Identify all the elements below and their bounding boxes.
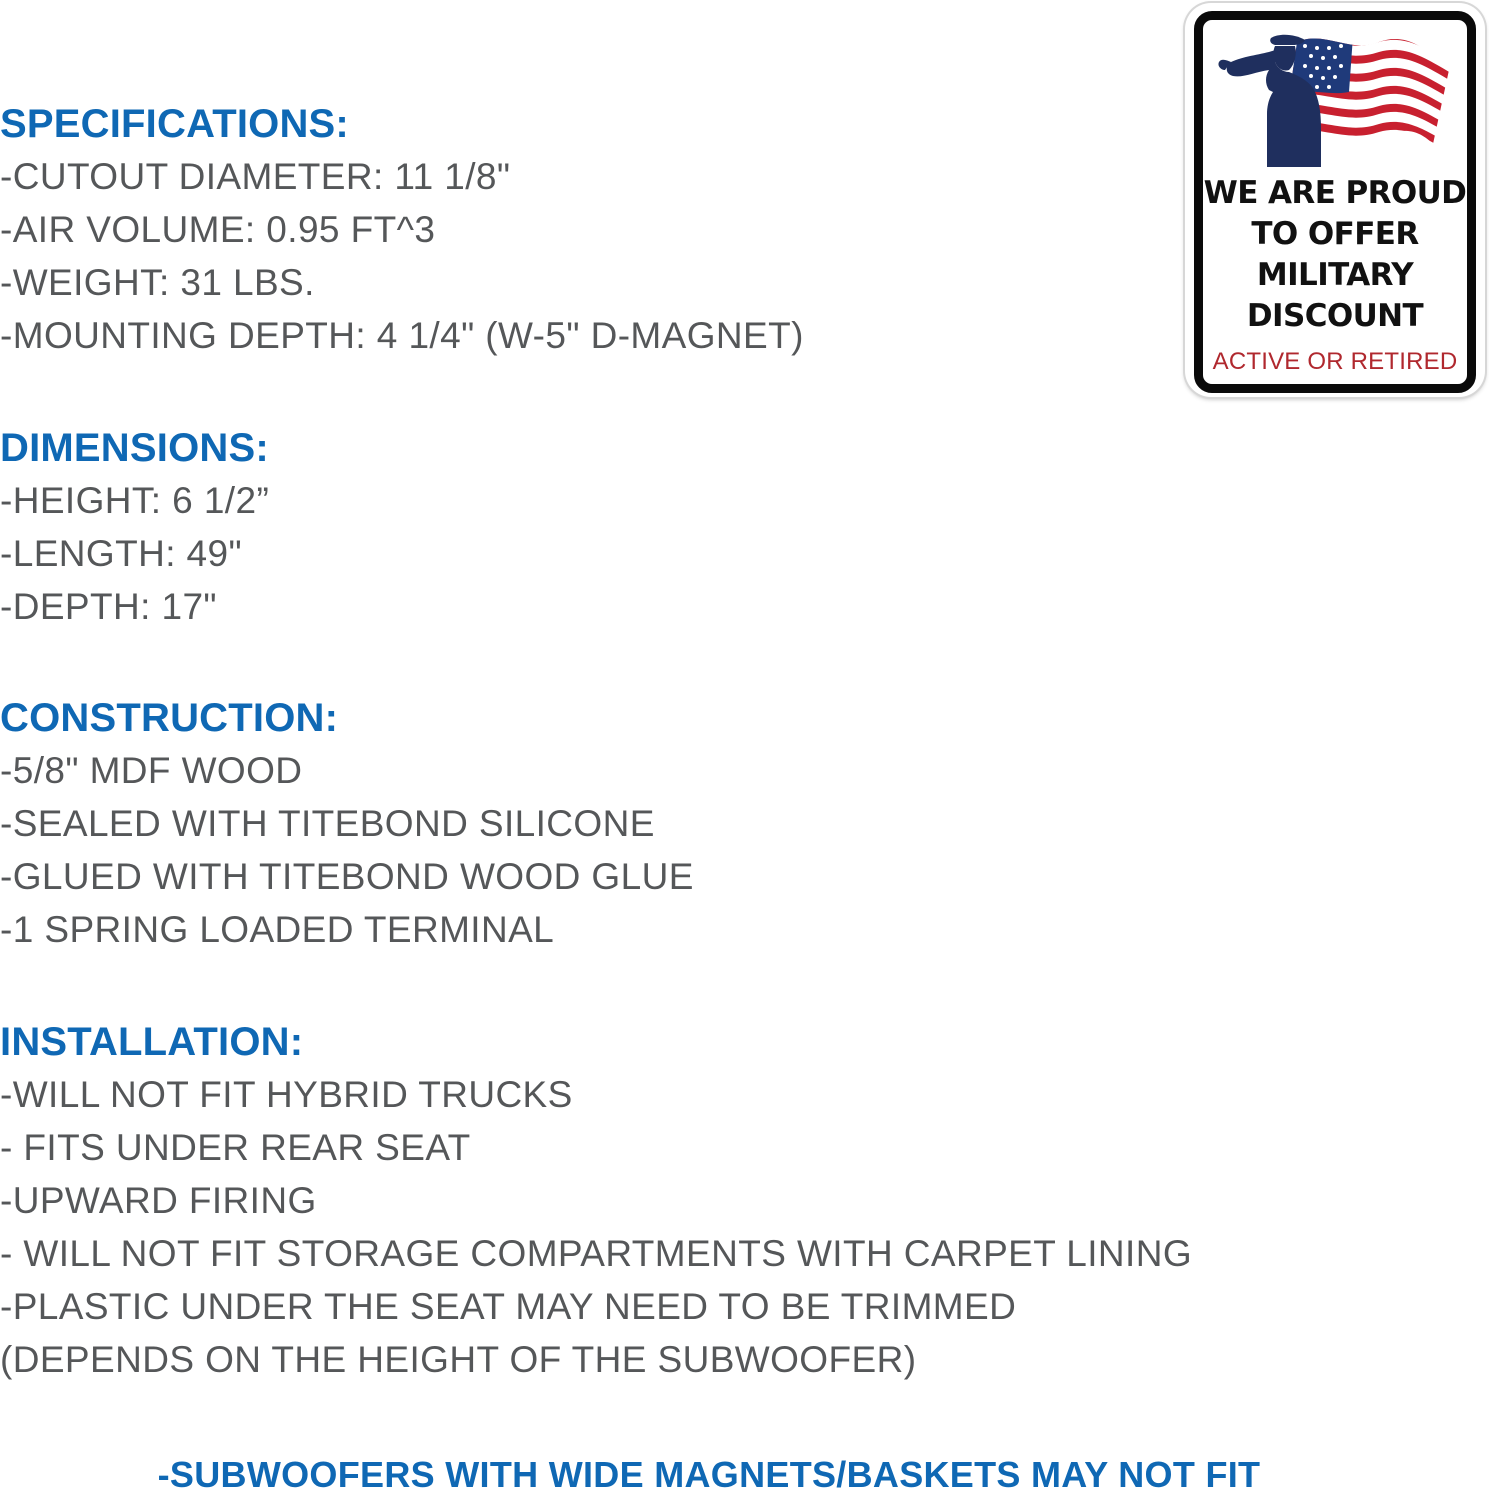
dimension-line: -DEPTH: 17" xyxy=(0,586,217,627)
installation-line: -UPWARD FIRING xyxy=(0,1180,317,1221)
badge-headline-line: WE ARE PROUD xyxy=(1203,175,1467,211)
badge-headline-line: MILITARY xyxy=(1256,257,1414,293)
footer-warning: -SUBWOOFERS WITH WIDE MAGNETS/BASKETS MAY NOT FIT xyxy=(157,1454,1261,1495)
construction-line: -5/8" MDF WOOD xyxy=(0,750,303,791)
spec-line: -MOUNTING DEPTH: 4 1/4" (W-5" D-MAGNET) xyxy=(0,315,804,356)
dimension-line: -LENGTH: 49" xyxy=(0,533,243,574)
badge-headline-line: TO OFFER xyxy=(1251,216,1419,252)
construction-line: -SEALED WITH TITEBOND SILICONE xyxy=(0,803,655,844)
specifications-section xyxy=(0,98,804,362)
installation-line: - FITS UNDER REAR SEAT xyxy=(0,1127,471,1168)
construction-line: -GLUED WITH TITEBOND WOOD GLUE xyxy=(0,856,694,897)
dimension-line: -HEIGHT: 6 1/2” xyxy=(0,480,270,521)
construction-heading: CONSTRUCTION: xyxy=(0,696,339,740)
spec-line: -AIR VOLUME: 0.95 FT^3 xyxy=(0,209,436,250)
installation-line: -PLASTIC UNDER THE SEAT MAY NEED TO BE TRIMMED xyxy=(0,1286,1017,1327)
badge-headline xyxy=(1203,173,1467,337)
construction-line: -1 SPRING LOADED TERMINAL xyxy=(0,909,555,950)
installation-line: - WILL NOT FIT STORAGE COMPARTMENTS WITH CARPET LINING xyxy=(0,1233,1193,1274)
spec-line: -WEIGHT: 31 LBS. xyxy=(0,262,315,303)
dimensions-section xyxy=(0,422,269,633)
specifications-heading: SPECIFICATIONS: xyxy=(0,102,349,146)
spec-line: -CUTOUT DIAMETER: 11 1/8" xyxy=(0,156,511,197)
soldier-flag-art xyxy=(1213,32,1458,167)
badge-subtext: ACTIVE OR RETIRED xyxy=(1212,348,1458,375)
installation-heading: INSTALLATION: xyxy=(0,1020,304,1064)
installation-line: -WILL NOT FIT HYBRID TRUCKS xyxy=(0,1074,573,1115)
military-discount-badge xyxy=(1185,3,1485,397)
badge-headline-line: DISCOUNT xyxy=(1246,298,1424,334)
construction-section xyxy=(0,692,694,956)
dimensions-heading: DIMENSIONS: xyxy=(0,426,269,470)
badge-frame xyxy=(1194,11,1476,393)
installation-section xyxy=(0,1016,1192,1386)
installation-line: (DEPENDS ON THE HEIGHT OF THE SUBWOOFER) xyxy=(0,1339,917,1380)
